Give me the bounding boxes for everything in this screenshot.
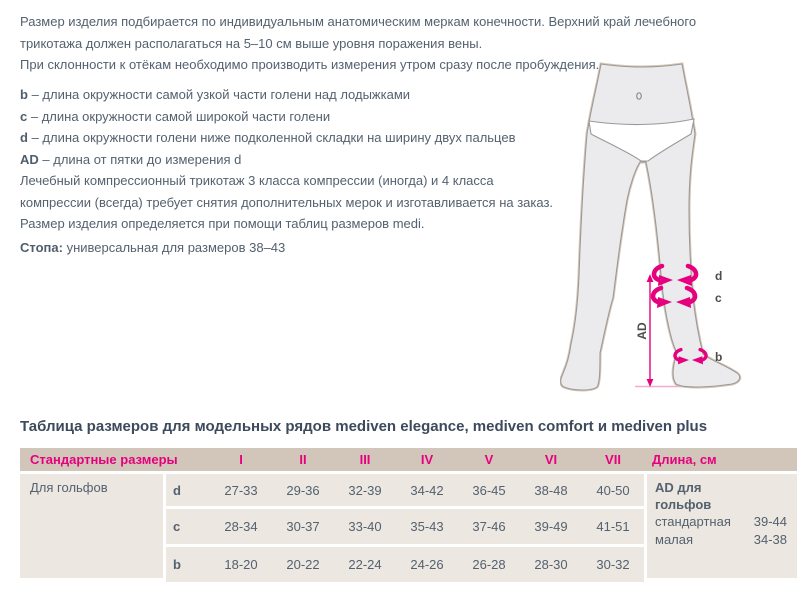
header-size-4: IV (420, 452, 434, 467)
header-size-5: V (484, 452, 494, 467)
length-cell-title: AD для гольфов (655, 480, 712, 512)
header-length: Длина, см (652, 452, 717, 467)
definition-c: c – длина окружности самой широкой части голени (20, 108, 331, 124)
row-group-label: Для гольфов (20, 474, 163, 578)
header-size-1: I (239, 452, 243, 467)
header-size-3: III (359, 452, 371, 467)
intro-paragraph-2: При склонности к отёкам необходимо производить измерения утром сразу после пробуждения. (20, 57, 600, 72)
size-table-body (20, 474, 797, 582)
intro-paragraph-3: Лечебный компрессионный трикотаж 3 класса компрессии (иногда) и 4 класса компрессии (всегда) требует снятия дополнительных мерок и изготавливается на заказ. Размер изделия определяется при помощи таблиц размеров medi. (20, 173, 554, 231)
measurement-definitions (20, 84, 516, 170)
values-section (166, 474, 644, 582)
table-row-b: b 18-20 20-22 22-24 24-26 26-28 28-30 30-32 (166, 547, 644, 582)
table-row-d: d 27-33 29-36 32-39 34-42 36-45 38-48 40-50 (166, 474, 644, 506)
length-cell (647, 474, 797, 578)
label-d: d (715, 269, 723, 283)
header-size-2: II (299, 452, 307, 467)
definition-d: d – длина окружности голени ниже подколенной складки на ширину двух пальцев (20, 130, 516, 145)
length-entry-small: малая 34-38 (655, 531, 787, 547)
foot-note: Стопа: универсальная для размеров 38–43 (20, 240, 286, 255)
label-c: c (715, 291, 722, 305)
definition-ad: AD – длина от пятки до измерения d (20, 151, 242, 167)
definition-b: b – длина окружности самой узкой части голени над лодыжками (20, 87, 411, 102)
size-table-title: Таблица размеров для модельных рядов mediven elegance, mediven comfort и mediven plus (20, 418, 708, 435)
length-entry-standard: стандартная 39-44 (655, 514, 787, 529)
header-size-6: VI (544, 452, 558, 467)
leg-measurement-figure (560, 60, 745, 395)
size-table (20, 448, 797, 582)
intro-paragraph-1: Размер изделия подбирается по индивидуальным анатомическим меркам конечности. Верхний край лечебного трикотажа должен располагаться на 5–10 см выше уровня поражения вены. (20, 14, 697, 51)
header-size-7: VII (605, 452, 621, 467)
leg-figure-illustration (560, 60, 745, 395)
ad-measure-arrow (635, 274, 653, 387)
ad-label: AD (635, 322, 649, 340)
label-b: b (715, 350, 723, 364)
header-standard-sizes: Стандартные размеры (30, 452, 178, 467)
table-row-c: c 28-34 30-37 33-40 35-43 37-46 39-49 41-51 (166, 509, 644, 544)
size-table-header (20, 448, 797, 471)
